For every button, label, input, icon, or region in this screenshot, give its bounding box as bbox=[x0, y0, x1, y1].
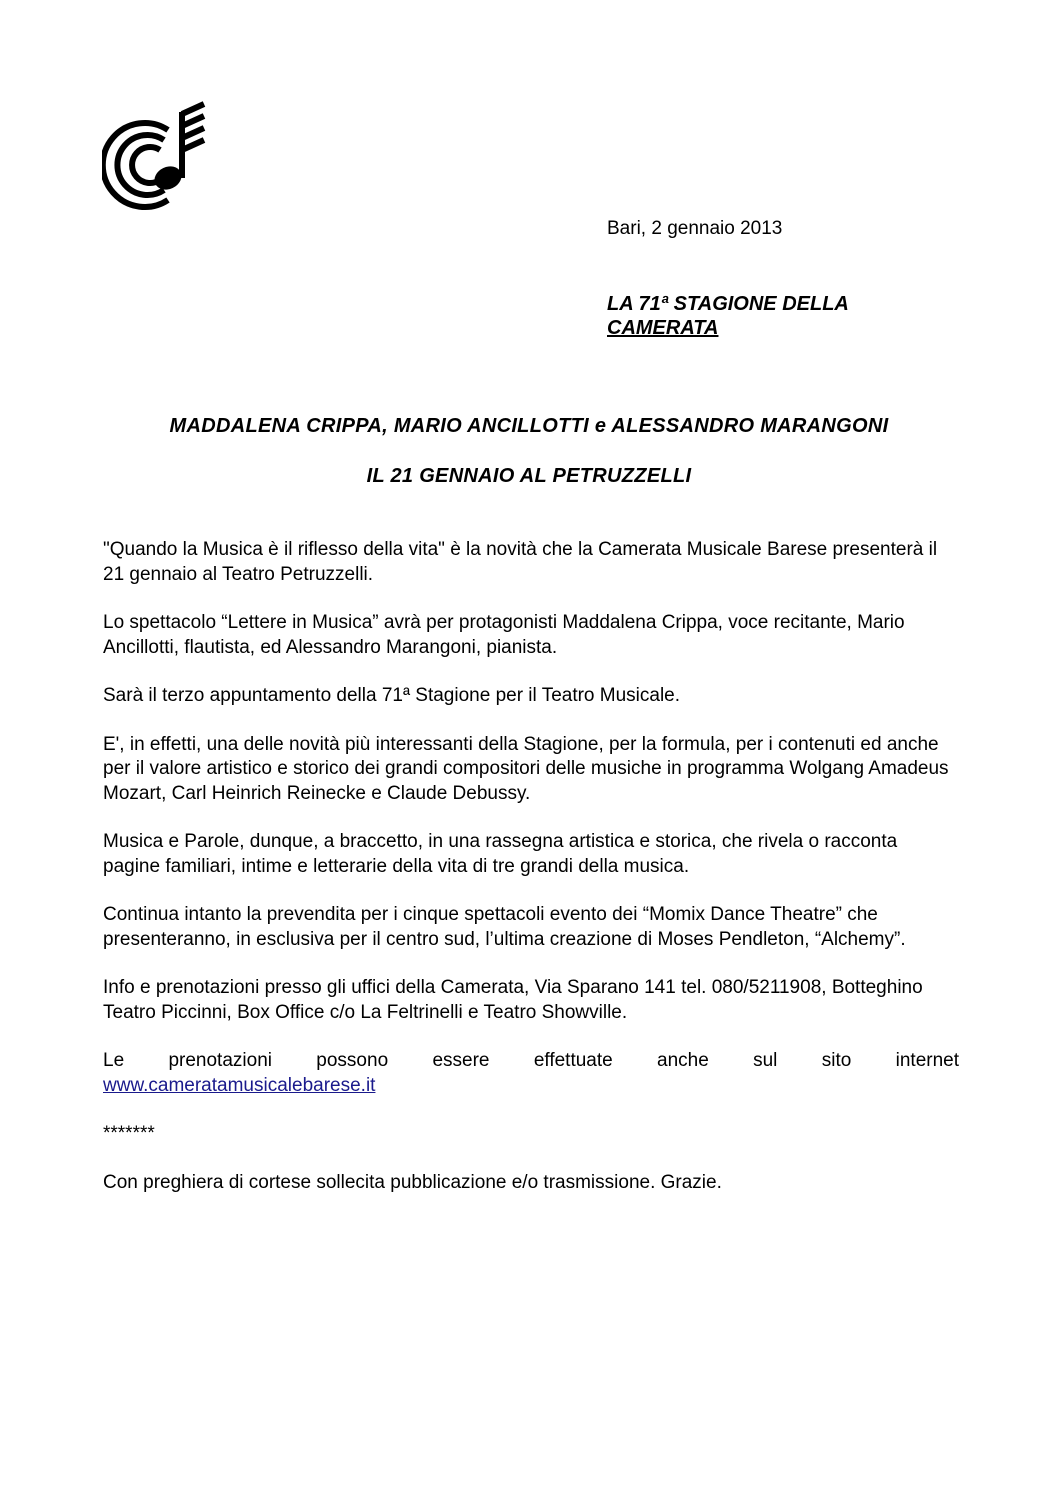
paragraph: Musica e Parole, dunque, a braccetto, in una rassegna artistica e storica, che rivela o racconta pagine familiari, intime e letterarie della vita di tre grandi della musica. bbox=[103, 831, 898, 877]
body-text bbox=[103, 538, 959, 1219]
paragraph: Info e prenotazioni presso gli uffici della Camerata, Via Sparano 141 tel. 080/5211908, Botteghino Teatro Piccinni, Box Office c/o La Feltrinelli e Teatro Showville. bbox=[103, 977, 923, 1023]
logo-arcs bbox=[103, 123, 168, 207]
booking-line: Le prenotazioni possono essere effettuate anche sul sito internet bbox=[103, 1050, 959, 1071]
paragraph: Sarà il terzo appuntamento della 71ª Stagione per il Teatro Musicale. bbox=[103, 685, 681, 706]
paragraph: E', in effetti, una delle novità più interessanti della Stagione, per la formula, per i contenuti ed anche per il valore artistico e storico dei grandi compositori delle musiche in programma Wolgang Amadeus Mozart, Carl Heinrich Reinecke e Claude Debussy. bbox=[103, 733, 949, 804]
season-title-line1: LA 71ª STAGIONE DELLA bbox=[607, 293, 849, 315]
season-title-line2: CAMERATA bbox=[607, 317, 719, 339]
camerata-logo bbox=[102, 100, 208, 218]
paragraph: Lo spettacolo “Lettere in Musica” avrà per protagonisti Maddalena Crippa, voce recitante, Mario Ancillotti, flautista, ed Alessandro Marangoni, pianista. bbox=[103, 612, 905, 658]
headline-event: IL 21 GENNAIO AL PETRUZZELLI bbox=[366, 465, 692, 487]
paragraph: "Quando la Musica è il riflesso della vita" è la novità che la Camerata Musicale Barese presenterà il 21 gennaio al Teatro Petruzzelli. bbox=[103, 539, 938, 585]
website-link[interactable]: www.cameratamusicalebarese.it bbox=[103, 1074, 376, 1096]
closing-note: Con preghiera di cortese sollecita pubblicazione e/o trasmissione. Grazie. bbox=[103, 1171, 722, 1193]
paragraph: Continua intanto la prevendita per i cinque spettacoli evento dei “Momix Dance Theatre” che presenteranno, in esclusiva per il centro sud, l’ultima creazione di Moses Pendleton, “Alchemy”. bbox=[103, 904, 906, 950]
note-flags bbox=[182, 104, 204, 150]
separator: ******* bbox=[103, 1123, 155, 1144]
season-title bbox=[607, 292, 927, 340]
website-paragraph bbox=[103, 1074, 959, 1099]
document-date: Bari, 2 gennaio 2013 bbox=[607, 218, 783, 239]
headline-artists: MADDALENA CRIPPA, MARIO ANCILLOTTI e ALESSANDRO MARANGONI bbox=[169, 415, 889, 437]
